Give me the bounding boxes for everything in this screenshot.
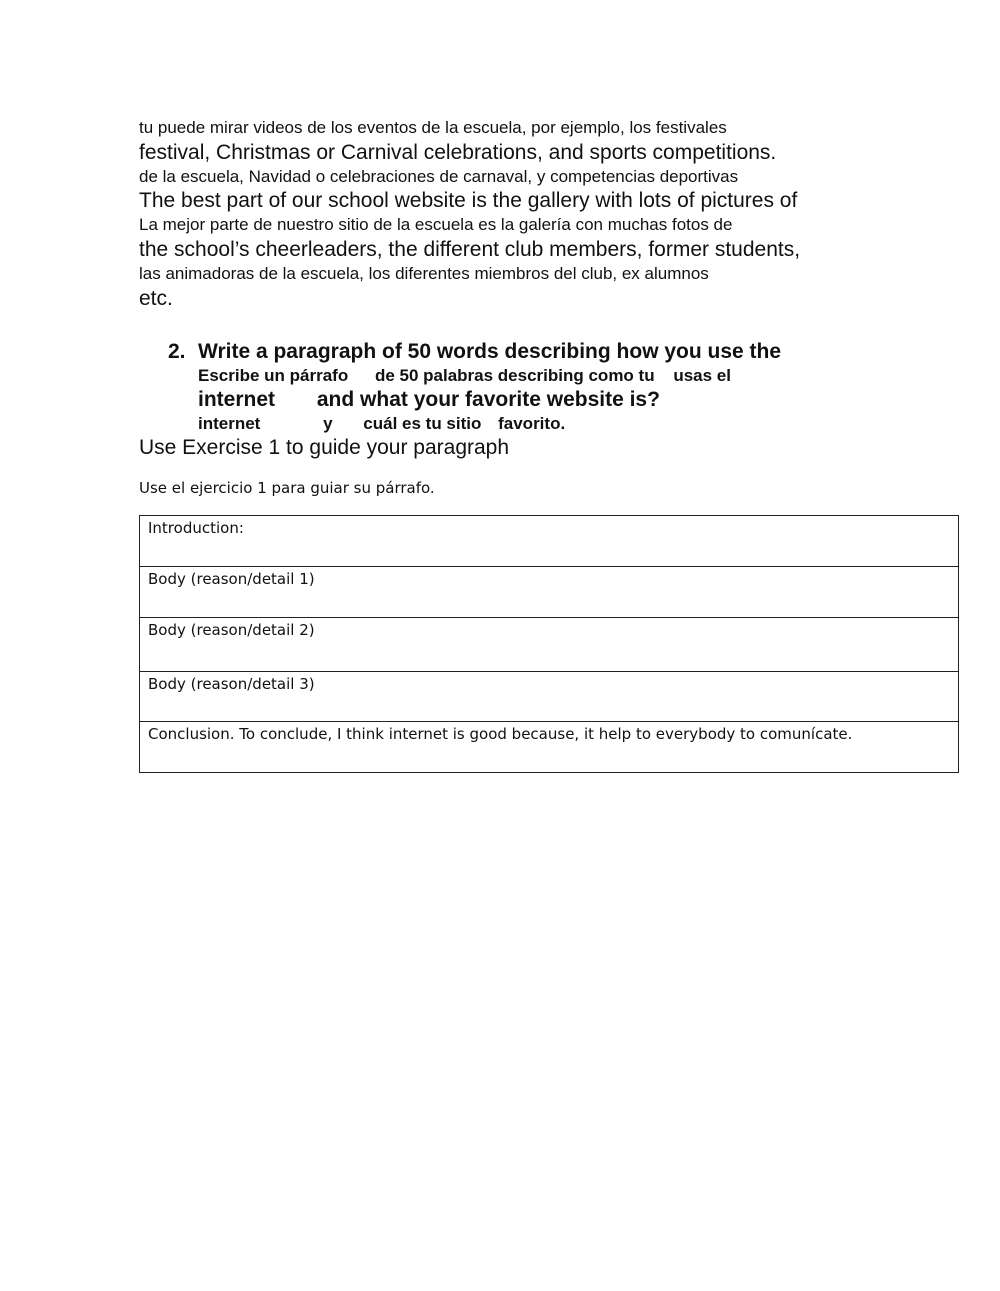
prompt-en-2-part-b: and what your favorite website is?: [316, 388, 660, 411]
paragraph-outline-table: [139, 515, 959, 773]
outline-body-3: Body (reason/detail 3): [140, 672, 959, 722]
reading-line-2: festival, Christmas or Carnival celebrations, and sports competitions.: [139, 141, 777, 164]
outline-conclusion: Conclusion. To conclude, I think internet is good because, it help to everybody to comunícate.: [140, 722, 959, 773]
prompt-es-1-part-c: usas el: [673, 366, 731, 385]
exercise-prompt-en-1: Write a paragraph of 50 words describing how you use the: [198, 340, 782, 363]
guide-en: Use Exercise 1 to guide your paragraph: [139, 436, 510, 459]
prompt-es-2-part-c: cuál es tu sitio: [363, 414, 482, 433]
prompt-en-2-part-a: internet: [198, 388, 276, 411]
reading-line-4: The best part of our school website is the gallery with lots of pictures of: [139, 189, 798, 212]
table-row: [140, 722, 959, 773]
reading-line-1: tu puede mirar videos de los eventos de la escuela, por ejemplo, los festivales: [139, 118, 727, 137]
reading-line-3: de la escuela, Navidad o celebraciones de carnaval, y competencias deportivas: [139, 167, 739, 186]
table-row: [140, 516, 959, 567]
exercise-prompt-es-1: [198, 367, 731, 384]
prompt-es-1-part-a: Escribe un párrafo: [198, 366, 349, 385]
outline-body-1: Body (reason/detail 1): [140, 567, 959, 618]
outline-body-2: Body (reason/detail 2): [140, 618, 959, 672]
table-row: [140, 567, 959, 618]
prompt-es-1-part-b: de 50 palabras describing como tu: [374, 366, 655, 385]
prompt-es-2-part-d: favorito.: [498, 414, 566, 433]
prompt-es-2-part-a: internet: [198, 414, 261, 433]
table-row: [140, 618, 959, 672]
table-row: [140, 672, 959, 722]
exercise-number: 2.: [168, 340, 186, 363]
exercise-prompt-en-2: [198, 389, 660, 410]
reading-line-7: las animadoras de la escuela, los diferentes miembros del club, ex alumnos: [139, 264, 709, 283]
prompt-es-2-part-b: y: [323, 414, 333, 433]
guide-es: Use el ejercicio 1 para guiar su párrafo.: [139, 479, 435, 497]
reading-line-5: La mejor parte de nuestro sitio de la escuela es la galería con muchas fotos de: [139, 215, 733, 234]
outline-introduction: Introduction:: [140, 516, 959, 567]
reading-line-6: the school’s cheerleaders, the different club members, former students,: [139, 238, 801, 261]
exercise-prompt-es-2: [198, 415, 565, 432]
reading-line-8: etc.: [139, 287, 173, 310]
